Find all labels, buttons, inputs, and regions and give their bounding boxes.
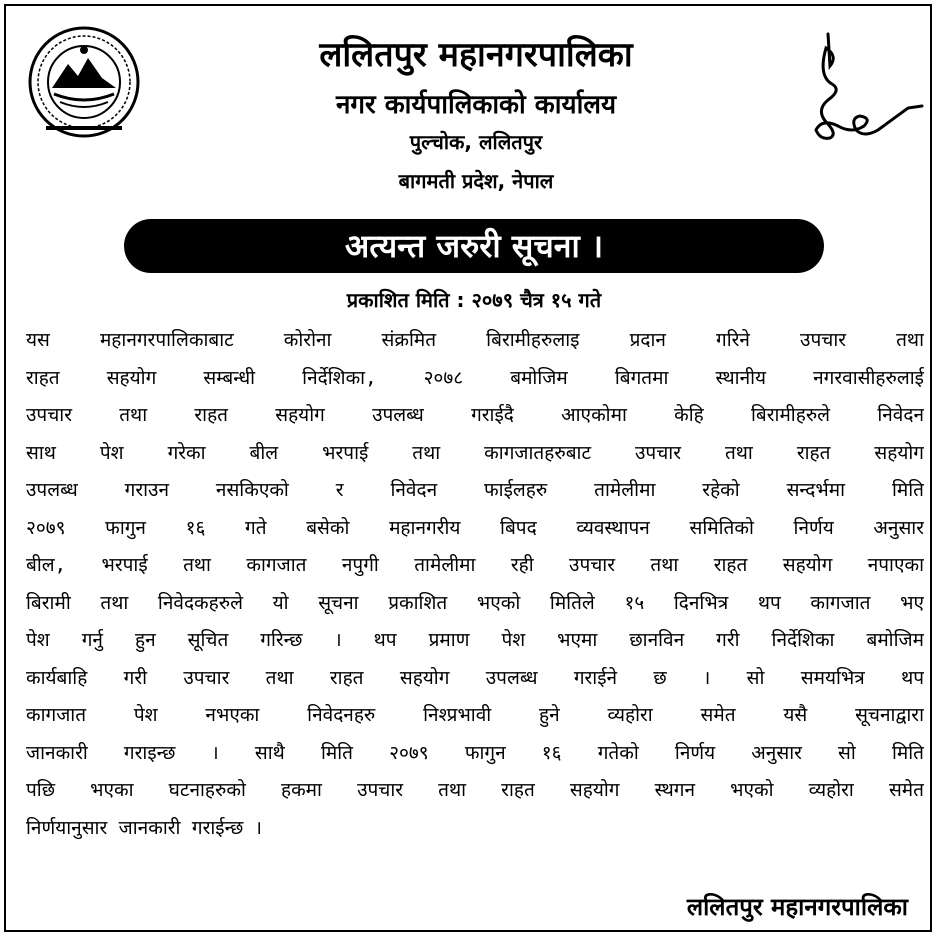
body-line: कागजात पेश नभएका निवेदनहरु निश्प्रभावी हुने व्यहोरा समेत यसै सूचनाद्वारा [26,704,924,726]
date-label: प्रकाशित मिति [346,288,450,312]
publication-date [6,286,940,313]
body-line: जानकारी गराइन्छ । साथै मिति २०७९ फागुन १६ गतेको निर्णय अनुसार सो मिति [26,741,924,764]
body-line: यस महानगरपालिकाबाट कोरोना संक्रमित बिरामीहरुलाइ प्रदान गरिने उपचार तथा [26,329,924,351]
body-line: बील, भरपाई तथा कागजात नपुगी तामेलीमा रही उपचार तथा राहत सहयोग नपाएका [26,554,924,576]
org-name: ललितपुर महानगरपालिका [319,35,633,75]
body-line: २०७९ फागुन १६ गते बसेको महानगरीय बिपद व्यवस्थापन समितिको निर्णय अनुसार [26,516,924,539]
body-line: पेश गर्नु हुन सूचित गरिन्छ । थप प्रमाण पेश भएमा छानविन गरी निर्देशिका बमोजिम [26,629,924,651]
body-line: कार्यबाहि गरी उपचार तथा राहत सहयोग उपलब्ध गराईने छ । सो समयभित्र थप [26,666,924,689]
signature-mark [798,26,928,146]
body-line: उपचार तथा राहत सहयोग उपलब्ध गराईदै आएकोमा केहि बिरामीहरुले निवेदन [26,404,924,426]
office-name: नगर कार्यपालिकाको कार्यालय [335,90,617,120]
body-line: पछि भएका घटनाहरुको हकमा उपचार तथा राहत सहयोग स्थगन भएको व्यहोरा समेत [26,779,924,801]
municipality-emblem [24,24,144,142]
notice-frame [4,4,932,932]
signoff-org-name: ललितपुर महानगरपालिका [686,893,908,921]
body-line: राहत सहयोग सम्बन्धी निर्देशिका, २०७८ बमोजिम बिगतमा स्थानीय नगरवासीहरुलाई [26,366,924,389]
notice-title: अत्यन्त जरुरी सूचना । [124,219,824,273]
province-country: बागमती प्रदेश, नेपाल [398,169,554,193]
body-line: निर्णयानुसार जानकारी गराईन्छ । [26,816,262,839]
body-line: उपलब्ध गराउन नसकिएको र निवेदन फाईलहरु तामेलीमा रहेको सन्दर्भमा मिति [26,479,924,501]
notice-body [26,322,924,847]
body-line: साथ पेश गरेका बील भरपाई तथा कागजातहरुबाट उपचार तथा राहत सहयोग [26,441,924,464]
body-line: बिरामी तथा निवेदकहरुले यो सूचना प्रकाशित भएको मितिले १५ दिनभित्र थप कागजात भए [26,591,924,614]
date-value: : २०७९ चैत्र १५ गते [456,288,602,312]
office-location: पुल्चोक, ललितपुर [409,130,543,154]
